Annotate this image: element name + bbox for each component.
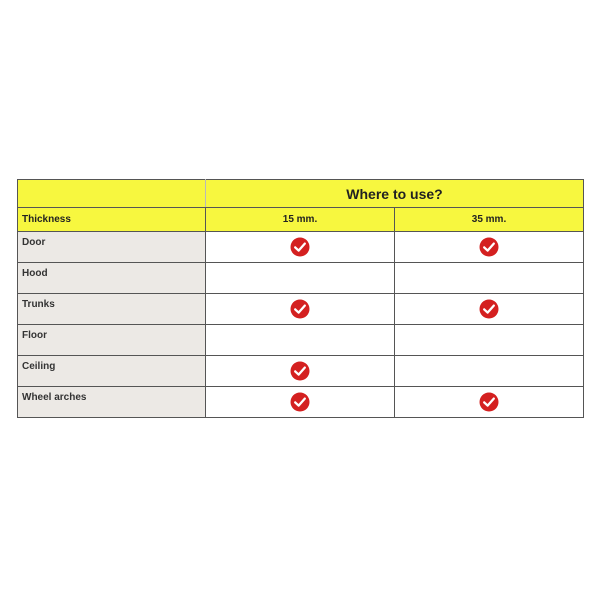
usage-table [17,179,584,418]
row-label: Floor [18,325,206,356]
table-row-hood [18,263,584,294]
row-label: Wheel arches [18,387,206,418]
row-label: Trunks [18,294,206,325]
cell-35mm [395,294,584,325]
row-label: Hood [18,263,206,294]
table-row-trunks [18,294,584,325]
check-circle-icon [290,237,310,257]
table-title-row [18,180,584,208]
check-circle-icon [479,299,499,319]
title-spacer-cell [18,180,206,208]
check-circle-icon [290,299,310,319]
table-row-wheel-arches [18,387,584,418]
cell-15mm [206,387,395,418]
row-label: Door [18,232,206,263]
header-thickness-label: Thickness [18,208,206,232]
header-35mm: 35 mm. [395,208,584,232]
header-15mm: 15 mm. [206,208,395,232]
check-circle-icon [479,392,499,412]
cell-15mm [206,294,395,325]
table-title: Where to use? [206,180,584,208]
cell-15mm [206,232,395,263]
cell-35mm [395,325,584,356]
table-row-floor [18,325,584,356]
check-circle-icon [290,361,310,381]
cell-15mm [206,325,395,356]
table-row-ceiling [18,356,584,387]
cell-15mm [206,356,395,387]
cell-35mm [395,387,584,418]
cell-15mm [206,263,395,294]
check-circle-icon [479,237,499,257]
row-label: Ceiling [18,356,206,387]
cell-35mm [395,263,584,294]
cell-35mm [395,232,584,263]
check-circle-icon [290,392,310,412]
table-header-row [18,208,584,232]
table-row-door [18,232,584,263]
cell-35mm [395,356,584,387]
